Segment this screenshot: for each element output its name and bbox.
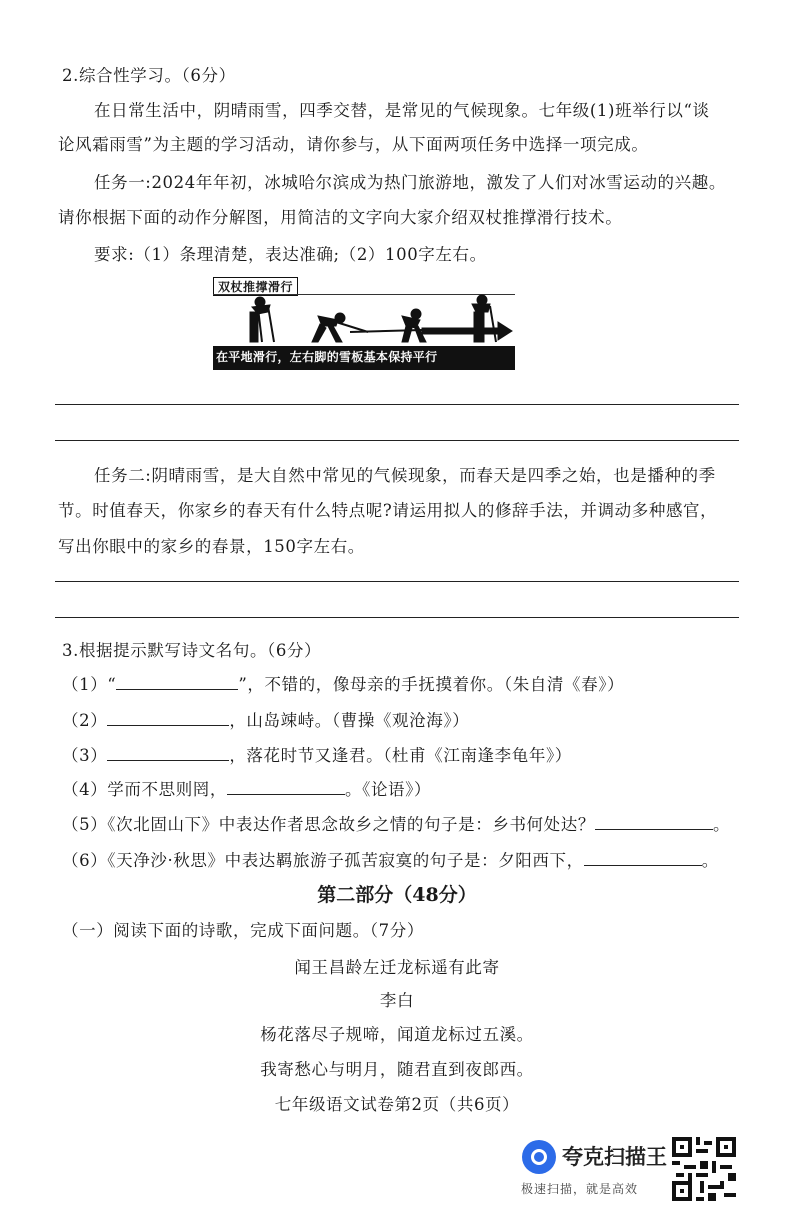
- part2-heading: 第二部分（48分）: [317, 884, 477, 906]
- fill-blank[interactable]: [227, 777, 345, 795]
- skier-silhouettes: [210, 290, 520, 350]
- task1-line2: 请你根据下面的动作分解图，用简洁的文字向大家介绍双杖推撑滑行技术。: [58, 208, 623, 227]
- poem-line-1: 杨花落尽子规啼，闻道龙标过五溪。: [260, 1025, 534, 1044]
- scanner-slogan: 极速扫描，就是高效: [521, 1182, 639, 1196]
- task1-requirement: 要求:（1）条理清楚，表达准确;（2）100字左右。: [94, 245, 487, 264]
- figure-caption: 在平地滑行，左右脚的雪板基本保持平行: [216, 350, 438, 364]
- task2-line1: 任务二:阴晴雨雪，是大自然中常见的气候现象，而春天是四季之始，也是播种的季: [94, 466, 716, 485]
- section2-heading: 2.综合性学习。（6分）: [62, 66, 236, 85]
- fill-blank[interactable]: [116, 672, 238, 690]
- fill-blank[interactable]: [107, 708, 229, 726]
- page-footer-label: 七年级语文试卷第2页（共6页）: [274, 1095, 520, 1114]
- scanner-name: 夸克扫描王: [562, 1145, 667, 1169]
- recite-question-1: （1）“ ”，不错的，像母亲的手抚摸着你。（朱自清《春》）: [62, 671, 624, 695]
- fill-blank[interactable]: [595, 812, 713, 830]
- task2-line3: 写出你眼中的家乡的春景，150字左右。: [58, 537, 365, 556]
- recite-question-3: （3） ，落花时节又逢君。（杜甫《江南逢李龟年》）: [62, 742, 572, 766]
- answer-line[interactable]: [55, 440, 739, 441]
- recite-question-4: （4）学而不思则罔， 。《论语》）: [62, 776, 431, 800]
- fill-blank[interactable]: [107, 743, 229, 761]
- poem-title: 闻王昌龄左迁龙标遥有此寄: [294, 958, 500, 977]
- recite-question-6: （6）《天净沙·秋思》中表达羁旅游子孤苦寂寞的句子是：夕阳西下， 。: [62, 847, 719, 871]
- scanner-logo-icon: [522, 1140, 556, 1174]
- section2-intro-line2: 论风霜雨雪”为主题的学习活动，请你参与，从下面两项任务中选择一项完成。: [58, 135, 649, 154]
- answer-line[interactable]: [55, 404, 739, 405]
- figure-title: 双杖推撑滑行: [213, 277, 298, 296]
- recite-question-5: （5）《次北固山下》中表达作者思念故乡之情的句子是：乡书何处达？ 。: [62, 811, 730, 835]
- task1-line1: 任务一:2024年年初，冰城哈尔滨成为热门旅游地，激发了人们对冰雪运动的兴趣。: [94, 173, 726, 192]
- qr-code-icon: [672, 1137, 736, 1201]
- reading-intro: （一）阅读下面的诗歌，完成下面问题。（7分）: [62, 921, 424, 940]
- answer-line[interactable]: [55, 581, 739, 582]
- section2-intro-line1: 在日常生活中，阴晴雨雪，四季交替，是常见的气候现象。七年级(1)班举行以“谈: [94, 101, 710, 120]
- answer-line[interactable]: [55, 617, 739, 618]
- section3-heading: 3.根据提示默写诗文名句。（6分）: [62, 641, 322, 660]
- poem-line-2: 我寄愁心与明月，随君直到夜郎西。: [260, 1060, 534, 1079]
- poem-author: 李白: [379, 991, 415, 1010]
- skiing-figure: [210, 272, 520, 372]
- recite-question-2: （2） ，山岛竦峙。（曹操《观沧海》）: [62, 707, 469, 731]
- fill-blank[interactable]: [584, 848, 702, 866]
- task2-line2: 节。时值春天，你家乡的春天有什么特点呢?请运用拟人的修辞手法，并调动多种感官，: [58, 501, 718, 520]
